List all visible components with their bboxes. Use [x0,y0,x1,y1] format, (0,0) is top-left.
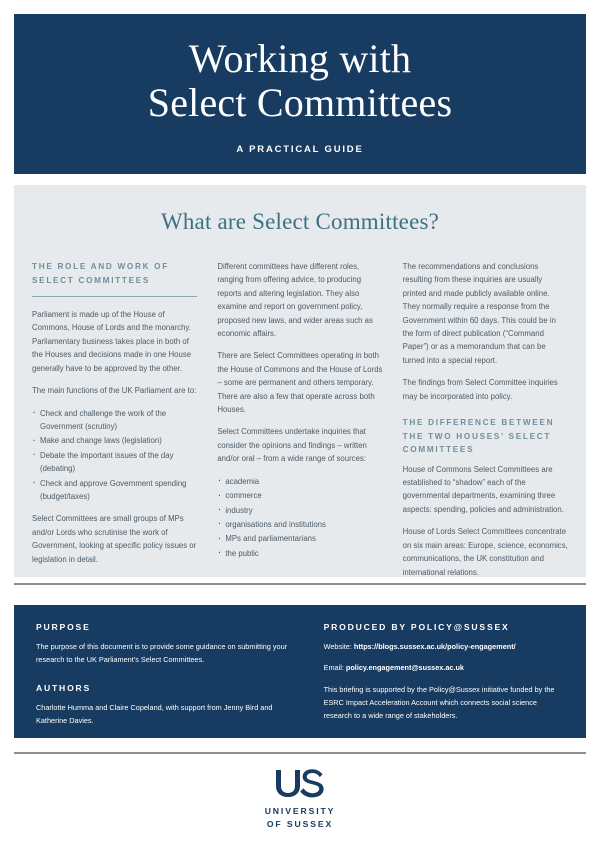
support-text: This briefing is supported by the Policy@Sussex initiative funded by the ESRC Impact Acceleration Account which connects social science research to a wide range of stakeholders. [323,684,555,720]
university-logo [0,768,600,832]
logo-wordmark [0,805,600,832]
section-heading: What are Select Committees? [160,209,440,234]
list-item: · Make and change laws (legislation) [32,434,197,447]
purpose-heading: PURPOSE [36,622,91,632]
column-1-paragraph-2: The main functions of the UK Parliament are to: [32,386,197,396]
content-column-1 [32,260,197,588]
list-item: · academia [217,475,382,488]
page-title [148,37,452,125]
column-1-bullet-list [32,407,197,504]
website-line [324,641,564,653]
column-3-subheading: THE DIFFERENCE BETWEEN THE TWO HOUSES’ SELECT COMMITTEES [402,418,555,455]
email-address[interactable]: policy.engagement@sussex.ac.uk [345,663,464,673]
list-item: · Debate the important issues of the day (debating) [32,449,197,476]
column-2-bullet-list [217,475,382,560]
authors-heading: AUTHORS [36,683,92,694]
footer-column-right [324,622,564,738]
divider-rule-top [14,583,586,585]
website-label: Website: [323,642,352,651]
logo-line-1: UNIVERSITY [264,806,336,816]
column-3-paragraph-3: House of Commons Select Committees are established to “shadow” each of the governmental departments, examining three aspects: spending, policies and administration. [402,464,564,514]
column-3-paragraph-2: The findings from Select Committee inquiries may be incorporated into policy. [402,378,558,401]
document-footer [14,605,586,738]
email-label: Email: [323,663,344,673]
column-3-paragraph-4: House of Lords Select Committees concentrate on six main areas: Europe, science, economics, communications, the UK constitution and international relations. [402,527,568,577]
divider-rule-bottom [14,752,586,754]
document-header [14,14,586,174]
list-item: · organisations and institutions [217,518,382,531]
list-item: · Check and approve Government spending (budget/taxes) [32,477,197,504]
column-2-paragraph-2: There are Select Committees operating in both the House of Commons and the House of Lords – some are permanent and others temporary. There are also a few that operate across both Houses. [217,351,383,415]
produced-by-heading: PRODUCED BY POLICY@SUSSEX [323,622,510,632]
list-item: · MPs and parliamentarians [217,532,382,545]
column-1-subheading: THE ROLE AND WORK OF SELECT COMMITTEES [32,260,197,297]
us-monogram-icon [274,768,326,798]
column-1-paragraph-1: Parliament is made up of the House of Commons, House of Lords and the monarchy. Parliamentary business takes place in both of the Houses and decisions made in one House generally have to be approved by the other. [32,310,192,373]
main-content-panel [14,185,586,577]
list-item: · commerce [217,489,382,502]
title-line-2: Select Committees [147,80,453,125]
logo-line-2: OF SUSSEX [266,819,334,830]
content-column-3 [403,260,568,588]
purpose-text: The purpose of this document is to provide some guidance on submitting your research to the UK Parliament’s Select Committees. [36,642,288,664]
column-1-paragraph-3: Select Committees are small groups of MPs and/or Lords who scrutinise the work of Government, looking at specific policy issues or legislation in detail. [32,514,197,564]
content-column-2 [217,260,382,588]
title-line-1: Working with [188,36,412,81]
list-item: · the public [217,547,382,560]
list-item: · industry [217,504,382,517]
footer-column-left [36,622,298,738]
email-line [324,662,564,674]
three-column-layout [32,260,568,588]
column-2-paragraph-3: Select Committees undertake inquiries that consider the opinions and findings – written and/or oral – from a wide range of sources: [217,427,367,464]
column-2-paragraph-1: Different committees have different roles, ranging from offering advice, to producing reports and altering legislation. They also examine and report on government policy, proposed new laws, and wider areas such as economic affairs. [217,262,373,339]
authors-text: Charlotte Humma and Claire Copeland, with support from Jenny Bird and Katherine Davies. [36,703,273,725]
header-subtitle: A PRACTICAL GUIDE [236,144,364,155]
column-3-paragraph-1: The recommendations and conclusions resulting from these inquiries are usually printed and made publicly available online. They normally require a response from the Government within 60 days. This could be in the form of direct publication (“Command Paper”) or as a memorandum that can be turned into a special report. [402,262,556,365]
website-url[interactable]: https://blogs.sussex.ac.uk/policy-engagement/ [353,642,516,651]
list-item: · Check and challenge the work of the Government (scrutiny) [32,407,197,434]
